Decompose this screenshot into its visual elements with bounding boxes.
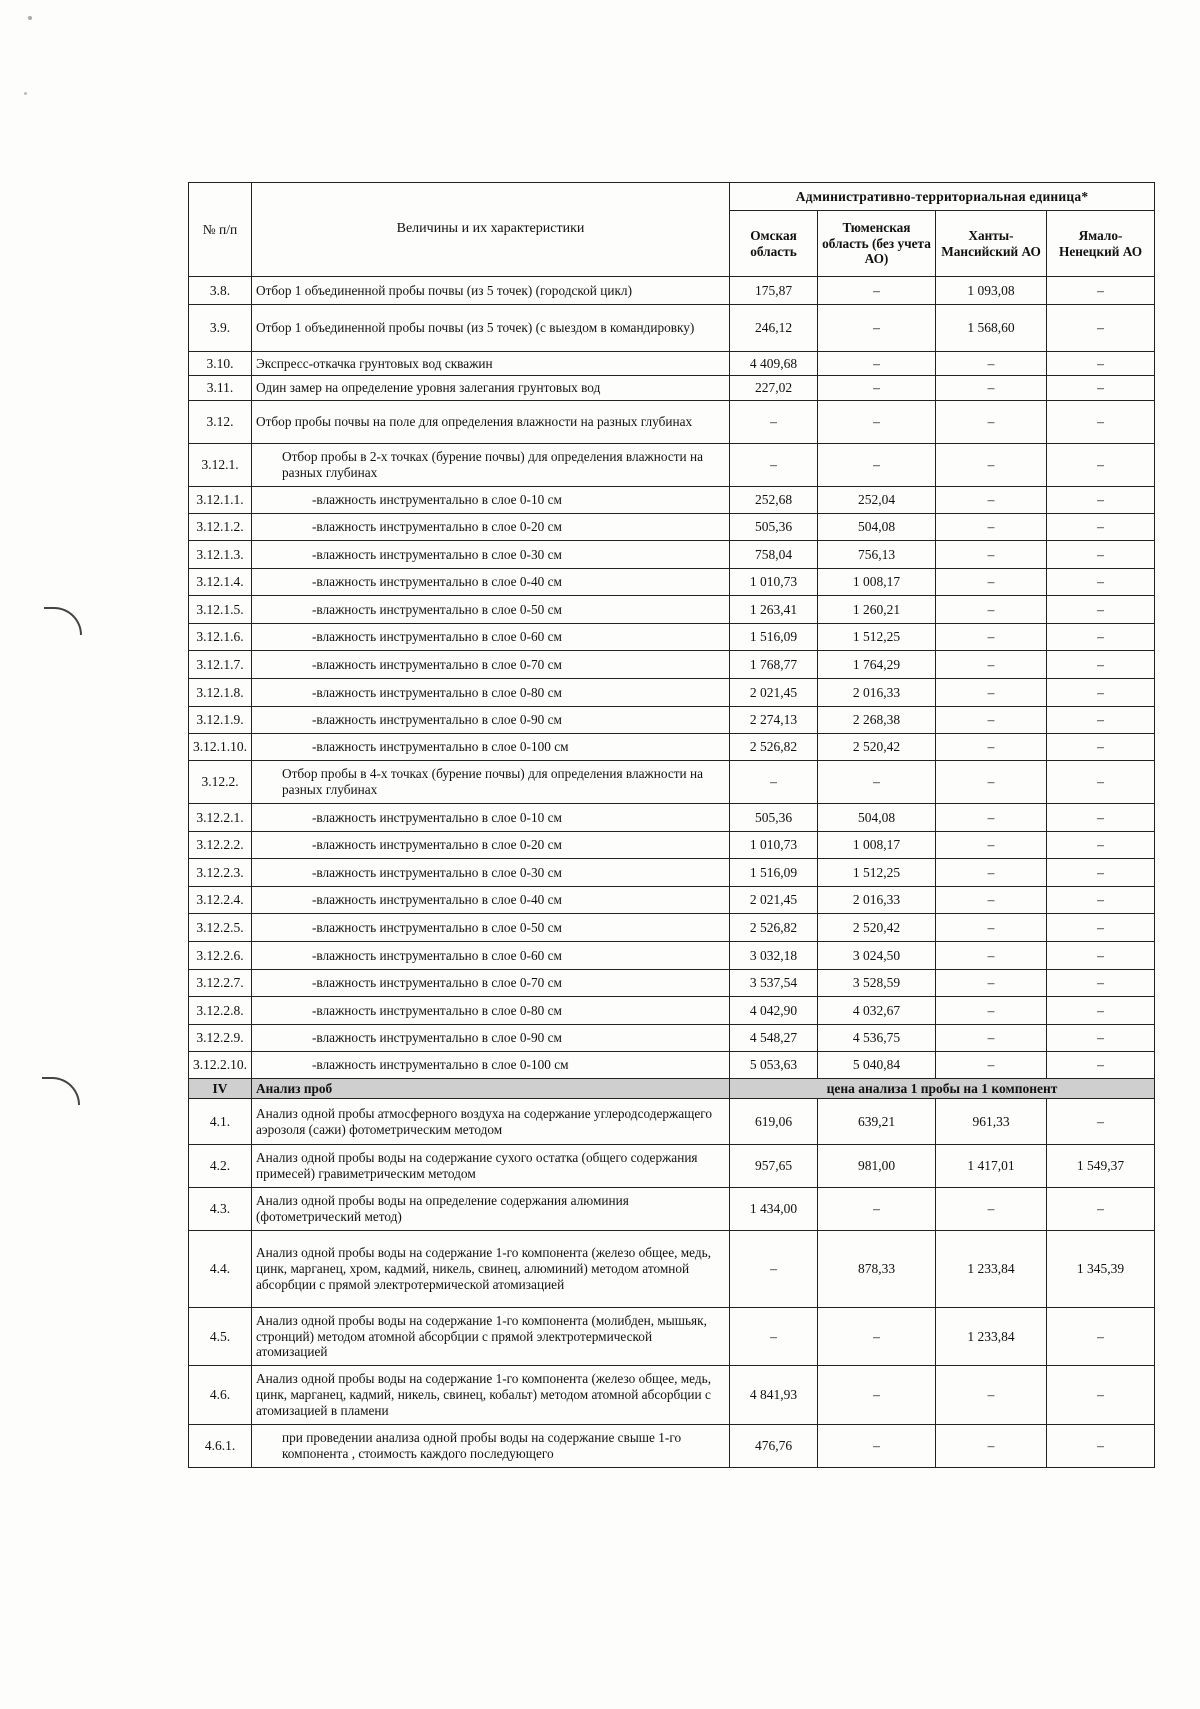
value-tyumen: 1 008,17 [818,569,936,596]
binder-hole-mark [44,607,82,635]
value-omsk: 619,06 [730,1099,818,1145]
table-row [189,352,1155,376]
header-region-yanao: Ямало-Ненецкий АО [1047,211,1155,277]
row-description: Отбор 1 объединенной пробы почвы (из 5 точек) (с выездом в командировку) [252,305,730,352]
value-omsk: 957,65 [730,1145,818,1188]
value-tyumen: – [818,352,936,376]
value-tyumen: – [818,444,936,487]
value-yanao: – [1047,997,1155,1025]
row-description: Анализ одной пробы воды на определение содержания алюминия (фотометрический метод) [252,1188,730,1231]
value-omsk: 1 516,09 [730,624,818,651]
table-row [189,997,1155,1025]
value-omsk: – [730,401,818,444]
row-description: -влажность инструментально в слое 0-20 см [252,832,730,859]
row-number: 3.12.1.9. [189,707,252,734]
row-description: Анализ проб [252,1079,730,1099]
table-row [189,804,1155,832]
value-khmao: – [936,514,1047,541]
header-desc: Величины и их характеристики [252,183,730,277]
value-yanao: 1 345,39 [1047,1231,1155,1308]
value-omsk: 1 768,77 [730,651,818,679]
value-khmao: – [936,624,1047,651]
table-row [189,1145,1155,1188]
value-yanao: – [1047,541,1155,569]
value-tyumen: 981,00 [818,1145,936,1188]
value-tyumen: – [818,376,936,401]
value-omsk: 505,36 [730,514,818,541]
table-row [189,761,1155,804]
row-number: 3.12.1.1. [189,487,252,514]
row-description: Отбор пробы почвы на поле для определения влажности на разных глубинах [252,401,730,444]
value-yanao: 1 549,37 [1047,1145,1155,1188]
row-number: 3.12.2.8. [189,997,252,1025]
value-tyumen: – [818,401,936,444]
table-row [189,679,1155,707]
value-khmao: – [936,487,1047,514]
table-row [189,651,1155,679]
value-khmao: – [936,569,1047,596]
binder-hole-mark [42,1077,80,1105]
table-row [189,569,1155,596]
value-omsk: 2 021,45 [730,887,818,914]
value-yanao: – [1047,1366,1155,1425]
value-khmao: – [936,761,1047,804]
table-row [189,514,1155,541]
value-omsk: 505,36 [730,804,818,832]
table-row [189,859,1155,887]
value-omsk: 3 537,54 [730,970,818,997]
value-khmao: – [936,887,1047,914]
row-number: 3.12.2.3. [189,859,252,887]
value-yanao: – [1047,376,1155,401]
row-description: -влажность инструментально в слое 0-20 см [252,514,730,541]
table-row [189,914,1155,942]
value-yanao: – [1047,804,1155,832]
row-description: -влажность инструментально в слое 0-90 см [252,1025,730,1052]
row-description: -влажность инструментально в слое 0-10 см [252,804,730,832]
table-row [189,624,1155,651]
value-omsk: 1 010,73 [730,569,818,596]
row-description: Анализ одной пробы воды на содержание 1-го компонента (железо общее, медь, цинк, марганец, хром, кадмий, никель, свинец, алюминий) методом атомной абсорбции с прямой электротермической атомизацией [252,1231,730,1308]
value-omsk: 1 434,00 [730,1188,818,1231]
value-khmao: – [936,1366,1047,1425]
value-tyumen: – [818,1366,936,1425]
table-row [189,1025,1155,1052]
value-yanao: – [1047,942,1155,970]
row-number: 3.12.2.4. [189,887,252,914]
value-yanao: – [1047,914,1155,942]
value-khmao: 1 233,84 [936,1308,1047,1366]
value-yanao: – [1047,569,1155,596]
value-tyumen: 756,13 [818,541,936,569]
row-description: -влажность инструментально в слое 0-30 см [252,541,730,569]
value-khmao: 1 093,08 [936,277,1047,305]
row-description: Отбор пробы в 4-х точках (бурение почвы) для определения влажности на разных глубинах [252,761,730,804]
table-row [189,305,1155,352]
table-row [189,970,1155,997]
value-tyumen: 2 016,33 [818,679,936,707]
value-tyumen: 5 040,84 [818,1052,936,1079]
row-description: -влажность инструментально в слое 0-40 см [252,887,730,914]
row-description: -влажность инструментально в слое 0-90 см [252,707,730,734]
value-khmao: – [936,1425,1047,1468]
row-description: Отбор 1 объединенной пробы почвы (из 5 точек) (городской цикл) [252,277,730,305]
value-yanao: – [1047,444,1155,487]
value-omsk: 175,87 [730,277,818,305]
row-number: 3.12.1.8. [189,679,252,707]
value-yanao: – [1047,734,1155,761]
row-number: 4.5. [189,1308,252,1366]
value-omsk: 2 526,82 [730,914,818,942]
value-khmao: – [936,1052,1047,1079]
row-description: -влажность инструментально в слое 0-60 см [252,624,730,651]
row-description: -влажность инструментально в слое 0-100 см [252,734,730,761]
row-description: Анализ одной пробы воды на содержание сухого остатка (общего содержания примесей) гравиметрическим методом [252,1145,730,1188]
row-number: 3.12.1.3. [189,541,252,569]
value-khmao: – [936,1188,1047,1231]
value-yanao: – [1047,352,1155,376]
section-row [189,1079,1155,1099]
table-row [189,1231,1155,1308]
value-omsk: 5 053,63 [730,1052,818,1079]
value-tyumen: 1 764,29 [818,651,936,679]
value-yanao: – [1047,832,1155,859]
row-description: -влажность инструментально в слое 0-50 см [252,596,730,624]
row-number: 3.10. [189,352,252,376]
row-description: -влажность инструментально в слое 0-10 см [252,487,730,514]
table-row [189,832,1155,859]
value-khmao: – [936,651,1047,679]
value-yanao: – [1047,651,1155,679]
value-khmao: – [936,376,1047,401]
value-yanao: – [1047,1308,1155,1366]
value-omsk: 4 841,93 [730,1366,818,1425]
value-yanao: – [1047,596,1155,624]
value-tyumen: 1 260,21 [818,596,936,624]
value-tyumen: 2 520,42 [818,734,936,761]
value-omsk: 1 263,41 [730,596,818,624]
row-description: Анализ одной пробы воды на содержание 1-го компонента (молибден, мышьяк, стронций) методом атомной абсорбции с прямой электротермической атомизацией [252,1308,730,1366]
row-description: -влажность инструментально в слое 0-40 см [252,569,730,596]
scan-speck [28,16,32,20]
value-tyumen: 878,33 [818,1231,936,1308]
value-omsk: 4 042,90 [730,997,818,1025]
row-number: 3.12.2.10. [189,1052,252,1079]
header-region-omsk: Омская область [730,211,818,277]
row-number: 3.12.2.2. [189,832,252,859]
value-tyumen: 1 512,25 [818,859,936,887]
row-number: 3.12.2.1. [189,804,252,832]
row-number: 3.12.2.7. [189,970,252,997]
row-number: 3.12.1.2. [189,514,252,541]
row-number: 3.12.1.6. [189,624,252,651]
value-khmao: – [936,444,1047,487]
value-yanao: – [1047,970,1155,997]
value-tyumen: – [818,305,936,352]
table-row [189,1188,1155,1231]
value-yanao: – [1047,859,1155,887]
value-tyumen: 504,08 [818,804,936,832]
value-yanao: – [1047,1188,1155,1231]
value-khmao: – [936,401,1047,444]
row-description: -влажность инструментально в слое 0-50 см [252,914,730,942]
value-khmao: – [936,541,1047,569]
row-number: 3.12.1. [189,444,252,487]
row-description: Экспресс-откачка грунтовых вод скважин [252,352,730,376]
row-number: 4.3. [189,1188,252,1231]
price-table [188,182,1155,1468]
value-yanao: – [1047,514,1155,541]
table-row [189,541,1155,569]
section-price-note: цена анализа 1 пробы на 1 компонент [730,1079,1155,1099]
value-khmao: 1 568,60 [936,305,1047,352]
table-row [189,887,1155,914]
row-number: 4.2. [189,1145,252,1188]
header-region-tyumen: Тюменская область (без учета АО) [818,211,936,277]
value-omsk: – [730,761,818,804]
value-tyumen: – [818,277,936,305]
value-omsk: – [730,444,818,487]
value-tyumen: – [818,761,936,804]
value-yanao: – [1047,887,1155,914]
value-tyumen: 3 528,59 [818,970,936,997]
row-number: 3.12.2.9. [189,1025,252,1052]
row-number: 3.12.1.4. [189,569,252,596]
row-number: 3.12.1.7. [189,651,252,679]
value-yanao: – [1047,707,1155,734]
value-tyumen: 1 008,17 [818,832,936,859]
value-khmao: – [936,679,1047,707]
row-number: 3.12.2.6. [189,942,252,970]
value-omsk: 3 032,18 [730,942,818,970]
row-number: 3.12.2.5. [189,914,252,942]
value-khmao: 1 417,01 [936,1145,1047,1188]
scan-speck [24,92,27,95]
value-khmao: – [936,352,1047,376]
value-omsk: 227,02 [730,376,818,401]
value-khmao: – [936,707,1047,734]
value-tyumen: 639,21 [818,1099,936,1145]
row-number: 4.4. [189,1231,252,1308]
value-khmao: – [936,596,1047,624]
value-tyumen: 252,04 [818,487,936,514]
value-khmao: – [936,804,1047,832]
row-number: 4.6. [189,1366,252,1425]
value-omsk: 1 010,73 [730,832,818,859]
header-admin-unit: Административно-территориальная единица* [730,183,1155,211]
table-row [189,596,1155,624]
header-num: № п/п [189,183,252,277]
value-yanao: – [1047,277,1155,305]
value-khmao: – [936,942,1047,970]
row-description: -влажность инструментально в слое 0-80 см [252,679,730,707]
table-row [189,1099,1155,1145]
row-description: -влажность инструментально в слое 0-70 см [252,651,730,679]
value-tyumen: 3 024,50 [818,942,936,970]
value-omsk: 2 274,13 [730,707,818,734]
header-region-khmao: Ханты-Мансийский АО [936,211,1047,277]
value-tyumen: 2 016,33 [818,887,936,914]
value-omsk: 252,68 [730,487,818,514]
value-tyumen: 504,08 [818,514,936,541]
row-description: Отбор пробы в 2-х точках (бурение почвы) для определения влажности на разных глубинах [252,444,730,487]
row-number: 3.12.1.5. [189,596,252,624]
value-yanao: – [1047,305,1155,352]
value-khmao: – [936,734,1047,761]
table-row [189,707,1155,734]
row-description: -влажность инструментально в слое 0-70 см [252,970,730,997]
table-row [189,1308,1155,1366]
value-omsk: 246,12 [730,305,818,352]
row-description: Один замер на определение уровня залегания грунтовых вод [252,376,730,401]
table-body [189,277,1155,1468]
row-description: Анализ одной пробы воды на содержание 1-го компонента (железо общее, медь, цинк, марганец, кадмий, никель, свинец, кобальт) методом атомной абсорбции с атомизацией в пламени [252,1366,730,1425]
value-omsk: 2 526,82 [730,734,818,761]
value-khmao: – [936,1025,1047,1052]
row-number: 3.11. [189,376,252,401]
value-omsk: 4 409,68 [730,352,818,376]
value-tyumen: – [818,1308,936,1366]
value-omsk: 476,76 [730,1425,818,1468]
table-row [189,444,1155,487]
row-number: 3.12.2. [189,761,252,804]
value-yanao: – [1047,761,1155,804]
value-omsk: – [730,1308,818,1366]
value-yanao: – [1047,1025,1155,1052]
header-row-1 [189,183,1155,211]
row-number: 3.12. [189,401,252,444]
value-yanao: – [1047,679,1155,707]
value-khmao: – [936,970,1047,997]
table-row [189,734,1155,761]
value-tyumen: – [818,1425,936,1468]
row-number: 4.1. [189,1099,252,1145]
value-omsk: 758,04 [730,541,818,569]
table-row [189,401,1155,444]
value-omsk: 1 516,09 [730,859,818,887]
value-khmao: – [936,914,1047,942]
table-row [189,376,1155,401]
value-yanao: – [1047,1425,1155,1468]
value-tyumen: – [818,1188,936,1231]
value-khmao: – [936,859,1047,887]
row-number: 4.6.1. [189,1425,252,1468]
value-yanao: – [1047,487,1155,514]
row-description: Анализ одной пробы атмосферного воздуха на содержание углеродсодержащего аэрозоля (сажи) фотометрическим методом [252,1099,730,1145]
row-description: при проведении анализа одной пробы воды на содержание свыше 1-го компонента , стоимость каждого последующего [252,1425,730,1468]
value-yanao: – [1047,401,1155,444]
value-yanao: – [1047,1052,1155,1079]
value-omsk: 2 021,45 [730,679,818,707]
value-khmao: – [936,997,1047,1025]
table-row [189,1425,1155,1468]
row-description: -влажность инструментально в слое 0-60 см [252,942,730,970]
table-row [189,1366,1155,1425]
value-khmao: 1 233,84 [936,1231,1047,1308]
table-row [189,1052,1155,1079]
row-number: 3.8. [189,277,252,305]
value-omsk: – [730,1231,818,1308]
value-tyumen: 2 520,42 [818,914,936,942]
row-number: 3.9. [189,305,252,352]
value-tyumen: 1 512,25 [818,624,936,651]
row-description: -влажность инструментально в слое 0-30 см [252,859,730,887]
table-row [189,487,1155,514]
value-omsk: 4 548,27 [730,1025,818,1052]
value-tyumen: 4 032,67 [818,997,936,1025]
table-row [189,277,1155,305]
value-tyumen: 2 268,38 [818,707,936,734]
row-description: -влажность инструментально в слое 0-100 см [252,1052,730,1079]
value-khmao: – [936,832,1047,859]
row-number: 3.12.1.10. [189,734,252,761]
row-description: -влажность инструментально в слое 0-80 см [252,997,730,1025]
value-tyumen: 4 536,75 [818,1025,936,1052]
value-khmao: 961,33 [936,1099,1047,1145]
table-row [189,942,1155,970]
row-number: IV [189,1079,252,1099]
value-yanao: – [1047,1099,1155,1145]
value-yanao: – [1047,624,1155,651]
